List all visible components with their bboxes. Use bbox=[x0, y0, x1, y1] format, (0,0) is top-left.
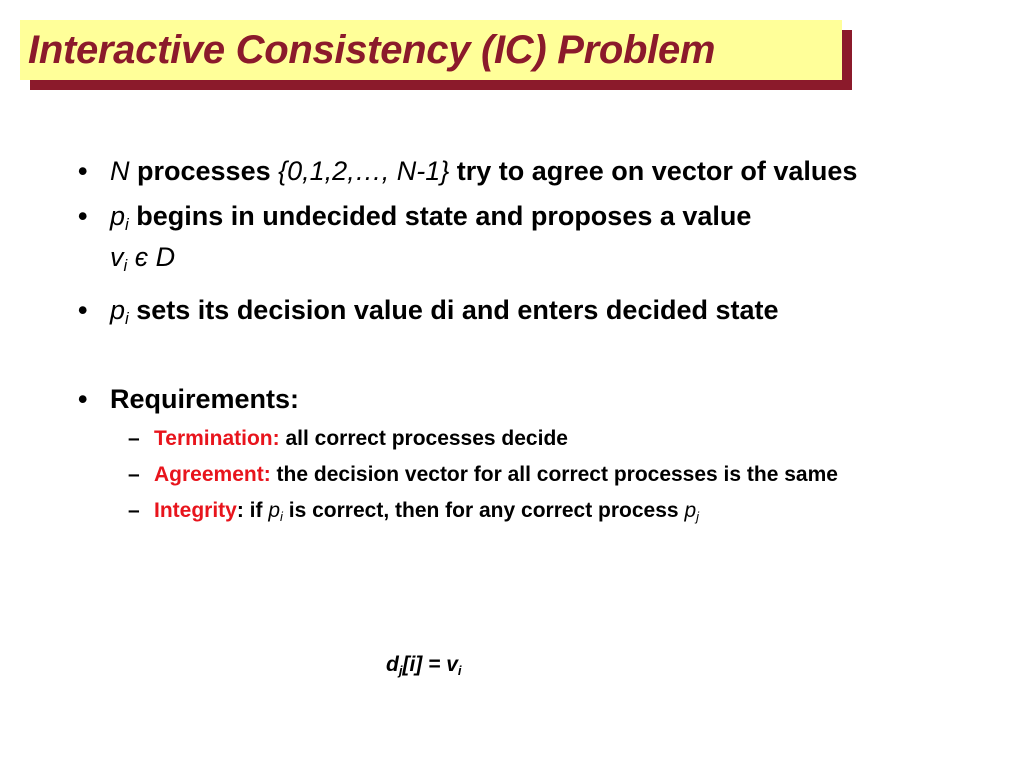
integrity-formula bbox=[386, 653, 462, 678]
bullet-undecided-state bbox=[78, 200, 938, 282]
var-n: N bbox=[110, 156, 130, 186]
bullet-requirements bbox=[78, 383, 938, 530]
termination-label: Termination: bbox=[154, 427, 280, 451]
bullet-icon: • bbox=[78, 384, 88, 415]
bullet-icon: • bbox=[78, 156, 88, 186]
var-p-subscript: i bbox=[125, 215, 129, 235]
bullet-decision-value bbox=[78, 294, 938, 335]
bullet-processes-agree bbox=[78, 155, 938, 188]
text-requirements: Requirements: bbox=[110, 384, 300, 415]
var-p-subscript: i bbox=[125, 309, 129, 329]
bullet-list bbox=[78, 155, 938, 530]
spacer bbox=[78, 347, 938, 383]
requirement-integrity bbox=[110, 498, 938, 530]
integrity-if: : if bbox=[236, 499, 263, 523]
agreement-label: Agreement: bbox=[154, 463, 271, 487]
dash-icon: – bbox=[128, 463, 140, 487]
text-sets-decision: sets its decision value di and enters decided state bbox=[136, 295, 779, 326]
requirement-termination bbox=[110, 426, 938, 452]
var-v-subscript: i bbox=[123, 256, 128, 276]
formula-d: d bbox=[386, 653, 399, 676]
agreement-text: the decision vector for all correct processes is the same bbox=[276, 463, 838, 487]
bullet-icon: • bbox=[78, 295, 88, 326]
requirements-list bbox=[110, 426, 938, 530]
integrity-label: Integrity bbox=[154, 499, 237, 523]
var-p-subscript: i bbox=[280, 508, 283, 524]
var-pj: p bbox=[684, 499, 697, 523]
bullet-icon: • bbox=[78, 201, 88, 231]
process-set: {0,1,2,…, N-1} bbox=[278, 156, 450, 186]
var-p: p bbox=[110, 295, 126, 326]
formula-mid: [i] = v bbox=[402, 653, 458, 676]
var-p: p bbox=[268, 499, 281, 523]
var-p: p bbox=[110, 201, 126, 231]
text-agree-vector: try to agree on vector of values bbox=[456, 156, 858, 186]
formula-d-subscript: j bbox=[398, 662, 403, 678]
in-d: є D bbox=[134, 242, 176, 273]
title-box bbox=[20, 20, 842, 80]
text-begins-undecided: begins in undecided state and proposes a value bbox=[136, 201, 752, 231]
dash-icon: – bbox=[128, 427, 140, 451]
var-pj-subscript: j bbox=[696, 508, 700, 524]
slide-title: Interactive Consistency (IC) Problem bbox=[28, 27, 716, 72]
requirement-agreement bbox=[110, 462, 938, 488]
dash-icon: – bbox=[128, 499, 140, 523]
slide-content bbox=[78, 155, 938, 542]
text-processes: processes bbox=[137, 156, 271, 186]
var-v: v bbox=[110, 242, 124, 273]
termination-text: all correct processes decide bbox=[285, 427, 568, 451]
integrity-text: is correct, then for any correct process bbox=[288, 499, 679, 523]
formula-v-subscript: i bbox=[457, 662, 462, 678]
